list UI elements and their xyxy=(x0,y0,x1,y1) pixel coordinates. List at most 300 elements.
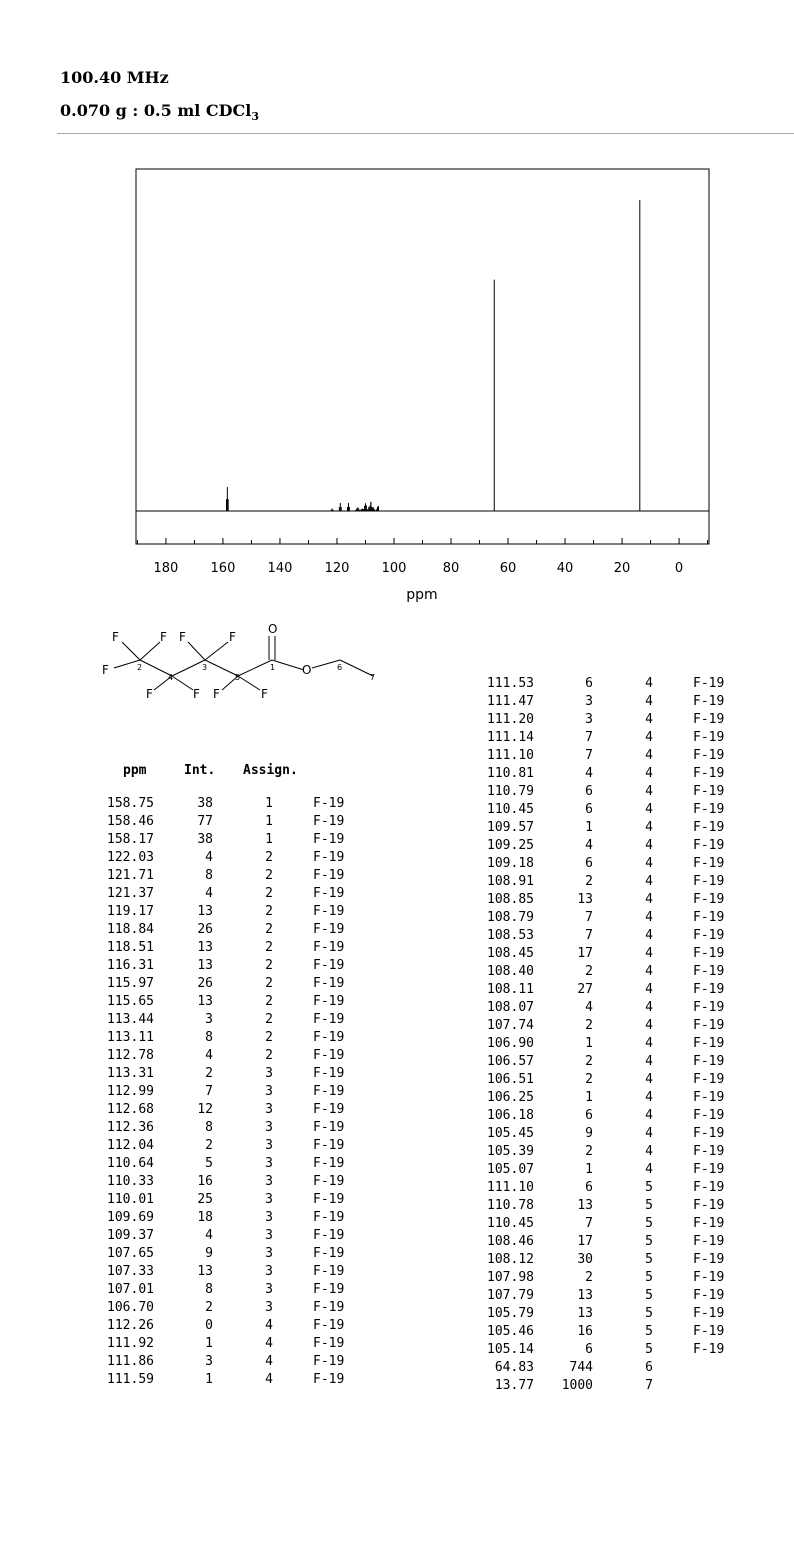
cell-nucleus: F-19 xyxy=(313,814,345,829)
cell-int: 5 xyxy=(205,1156,213,1171)
cell-nucleus: F-19 xyxy=(693,1054,725,1069)
carbon-number: 2 xyxy=(137,663,143,672)
cell-nucleus: F-19 xyxy=(693,784,725,799)
cell-ppm: 111.14 xyxy=(487,730,534,745)
cell-ppm: 113.44 xyxy=(107,1012,154,1027)
cell-int: 7 xyxy=(585,730,593,745)
cell-nucleus: F-19 xyxy=(313,1048,345,1063)
cell-nucleus: F-19 xyxy=(313,868,345,883)
cell-nucleus: F-19 xyxy=(693,1342,725,1357)
atom-f: F xyxy=(179,630,186,644)
carbon-number: 3 xyxy=(202,663,208,672)
cell-int: 30 xyxy=(577,1252,593,1267)
cell-int: 7 xyxy=(585,748,593,763)
cell-assign: 5 xyxy=(645,1180,653,1195)
cell-ppm: 13.77 xyxy=(494,1378,534,1393)
cell-ppm: 118.51 xyxy=(107,940,154,955)
cell-nucleus: F-19 xyxy=(313,1030,345,1045)
x-tick-label: 0 xyxy=(674,561,684,576)
cell-int: 26 xyxy=(197,922,213,937)
cell-int: 27 xyxy=(577,982,593,997)
cell-assign: 4 xyxy=(645,1126,653,1141)
cell-assign: 5 xyxy=(645,1324,653,1339)
cell-ppm: 158.46 xyxy=(107,814,154,829)
cell-nucleus: F-19 xyxy=(313,1264,345,1279)
cell-int: 8 xyxy=(205,1282,213,1297)
cell-nucleus: F-19 xyxy=(313,886,345,901)
cell-ppm: 108.53 xyxy=(487,928,534,943)
cell-assign: 4 xyxy=(645,1054,653,1069)
cell-ppm: 107.01 xyxy=(107,1282,154,1297)
cell-assign: 2 xyxy=(265,850,273,865)
cell-assign: 3 xyxy=(265,1228,273,1243)
cell-int: 2 xyxy=(205,1138,213,1153)
cell-ppm: 112.04 xyxy=(107,1138,154,1153)
cell-int: 38 xyxy=(197,796,213,811)
x-tick-label: 20 xyxy=(613,561,631,576)
cell-nucleus: F-19 xyxy=(693,982,725,997)
cell-int: 13 xyxy=(577,1288,593,1303)
cell-ppm: 111.59 xyxy=(107,1372,154,1387)
carbon-number: 6 xyxy=(337,663,343,672)
cell-ppm: 108.91 xyxy=(487,874,534,889)
cell-int: 4 xyxy=(205,1228,213,1243)
cell-assign: 4 xyxy=(645,802,653,817)
cell-ppm: 118.84 xyxy=(107,922,154,937)
cell-int: 3 xyxy=(205,1012,213,1027)
cell-assign: 3 xyxy=(265,1210,273,1225)
cell-ppm: 105.14 xyxy=(487,1342,534,1357)
x-tick-label: 60 xyxy=(499,561,517,576)
cell-assign: 5 xyxy=(645,1252,653,1267)
cell-nucleus: F-19 xyxy=(313,1102,345,1117)
cell-assign: 1 xyxy=(265,796,273,811)
cell-ppm: 115.65 xyxy=(107,994,154,1009)
cell-assign: 4 xyxy=(645,784,653,799)
cell-nucleus: F-19 xyxy=(693,676,725,691)
cell-nucleus: F-19 xyxy=(693,928,725,943)
cell-int: 77 xyxy=(197,814,213,829)
cell-nucleus: F-19 xyxy=(313,850,345,865)
cell-ppm: 110.45 xyxy=(487,802,534,817)
cell-nucleus: F-19 xyxy=(693,1036,725,1051)
cell-int: 9 xyxy=(585,1126,593,1141)
x-tick-label: 140 xyxy=(267,561,293,576)
cell-int: 4 xyxy=(205,850,213,865)
cell-ppm: 112.78 xyxy=(107,1048,154,1063)
cell-int: 26 xyxy=(197,976,213,991)
cell-nucleus: F-19 xyxy=(313,1120,345,1135)
cell-assign: 3 xyxy=(265,1120,273,1135)
cell-nucleus: F-19 xyxy=(693,1234,725,1249)
cell-assign: 2 xyxy=(265,904,273,919)
cell-assign: 4 xyxy=(265,1318,273,1333)
atom-f: F xyxy=(229,630,236,644)
cell-ppm: 113.11 xyxy=(107,1030,154,1045)
cell-assign: 5 xyxy=(645,1216,653,1231)
cell-assign: 4 xyxy=(645,748,653,763)
cell-nucleus: F-19 xyxy=(693,712,725,727)
cell-nucleus: F-19 xyxy=(693,820,725,835)
cell-nucleus: F-19 xyxy=(693,964,725,979)
cell-ppm: 111.92 xyxy=(107,1336,154,1351)
cell-nucleus: F-19 xyxy=(313,1246,345,1261)
cell-int: 13 xyxy=(577,1198,593,1213)
cell-nucleus: F-19 xyxy=(313,1354,345,1369)
cell-nucleus: F-19 xyxy=(693,946,725,961)
cell-nucleus: F-19 xyxy=(313,1012,345,1027)
cell-int: 16 xyxy=(197,1174,213,1189)
cell-assign: 3 xyxy=(265,1066,273,1081)
cell-assign: 2 xyxy=(265,1012,273,1027)
cell-ppm: 107.65 xyxy=(107,1246,154,1261)
cell-int: 2 xyxy=(205,1300,213,1315)
cell-ppm: 107.74 xyxy=(487,1018,534,1033)
cell-ppm: 106.25 xyxy=(487,1090,534,1105)
header-ppm: ppm xyxy=(123,763,147,778)
cell-assign: 2 xyxy=(265,940,273,955)
cell-nucleus: F-19 xyxy=(313,796,345,811)
cell-int: 6 xyxy=(585,784,593,799)
structure-atoms xyxy=(102,622,311,701)
cell-nucleus: F-19 xyxy=(313,832,345,847)
cell-ppm: 122.03 xyxy=(107,850,154,865)
cell-int: 744 xyxy=(569,1360,593,1375)
cell-int: 4 xyxy=(585,766,593,781)
cell-assign: 4 xyxy=(265,1354,273,1369)
cell-nucleus: F-19 xyxy=(693,802,725,817)
cell-int: 2 xyxy=(585,1270,593,1285)
cell-assign: 3 xyxy=(265,1282,273,1297)
cell-assign: 4 xyxy=(645,694,653,709)
cell-assign: 4 xyxy=(645,838,653,853)
cell-ppm: 105.07 xyxy=(487,1162,534,1177)
carbon-number: 5 xyxy=(235,673,241,682)
cell-ppm: 111.20 xyxy=(487,712,534,727)
cell-int: 9 xyxy=(205,1246,213,1261)
atom-f: F xyxy=(160,630,167,644)
header-assign: Assign. xyxy=(243,763,298,778)
cell-int: 3 xyxy=(585,712,593,727)
atom-f: F xyxy=(146,687,153,701)
cell-int: 1 xyxy=(205,1372,213,1387)
cell-int: 3 xyxy=(585,694,593,709)
x-tick-label: 120 xyxy=(324,561,350,576)
cell-nucleus: F-19 xyxy=(313,1300,345,1315)
cell-ppm: 105.39 xyxy=(487,1144,534,1159)
cell-ppm: 110.33 xyxy=(107,1174,154,1189)
cell-ppm: 112.68 xyxy=(107,1102,154,1117)
cell-nucleus: F-19 xyxy=(693,1198,725,1213)
cell-assign: 4 xyxy=(645,1018,653,1033)
cell-assign: 2 xyxy=(265,922,273,937)
cell-ppm: 106.70 xyxy=(107,1300,154,1315)
cell-int: 25 xyxy=(197,1192,213,1207)
cell-ppm: 119.17 xyxy=(107,904,154,919)
cell-int: 6 xyxy=(585,856,593,871)
cell-nucleus: F-19 xyxy=(693,748,725,763)
cell-int: 38 xyxy=(197,832,213,847)
cell-int: 8 xyxy=(205,1030,213,1045)
cell-int: 3 xyxy=(205,1354,213,1369)
cell-int: 2 xyxy=(585,1054,593,1069)
cell-int: 12 xyxy=(197,1102,213,1117)
cell-ppm: 109.18 xyxy=(487,856,534,871)
cell-assign: 3 xyxy=(265,1138,273,1153)
cell-nucleus: F-19 xyxy=(313,1228,345,1243)
cell-assign: 4 xyxy=(645,1090,653,1105)
cell-int: 13 xyxy=(197,1264,213,1279)
cell-ppm: 108.45 xyxy=(487,946,534,961)
cell-ppm: 105.45 xyxy=(487,1126,534,1141)
sample-text: 0.070 g : 0.5 ml CDCl xyxy=(60,101,252,120)
atom-f: F xyxy=(102,663,109,677)
cell-int: 1 xyxy=(205,1336,213,1351)
cell-ppm: 158.75 xyxy=(107,796,154,811)
atom-f: F xyxy=(213,687,220,701)
cell-assign: 4 xyxy=(645,676,653,691)
cell-nucleus: F-19 xyxy=(313,1282,345,1297)
cell-assign: 5 xyxy=(645,1234,653,1249)
cell-assign: 4 xyxy=(645,910,653,925)
cell-assign: 4 xyxy=(265,1372,273,1387)
cell-ppm: 110.45 xyxy=(487,1216,534,1231)
cell-int: 2 xyxy=(585,1018,593,1033)
cell-nucleus: F-19 xyxy=(313,958,345,973)
cell-ppm: 109.25 xyxy=(487,838,534,853)
cell-ppm: 105.79 xyxy=(487,1306,534,1321)
atom-f: F xyxy=(112,630,119,644)
cell-int: 7 xyxy=(585,1216,593,1231)
cell-ppm: 111.47 xyxy=(487,694,534,709)
cell-ppm: 111.86 xyxy=(107,1354,154,1369)
cell-nucleus: F-19 xyxy=(313,1084,345,1099)
cell-ppm: 64.83 xyxy=(494,1360,534,1375)
cell-assign: 3 xyxy=(265,1264,273,1279)
cell-assign: 4 xyxy=(645,874,653,889)
cell-assign: 2 xyxy=(265,868,273,883)
cell-int: 18 xyxy=(197,1210,213,1225)
cell-int: 2 xyxy=(585,1072,593,1087)
cell-assign: 4 xyxy=(645,712,653,727)
cell-assign: 4 xyxy=(645,766,653,781)
cell-int: 17 xyxy=(577,946,593,961)
cell-assign: 2 xyxy=(265,976,273,991)
cell-int: 2 xyxy=(585,1144,593,1159)
cell-nucleus: F-19 xyxy=(693,874,725,889)
cell-ppm: 110.81 xyxy=(487,766,534,781)
carbon-number: 4 xyxy=(168,673,174,682)
cell-assign: 3 xyxy=(265,1156,273,1171)
atom-f: F xyxy=(193,687,200,701)
cell-nucleus: F-19 xyxy=(313,1156,345,1171)
cell-nucleus: F-19 xyxy=(693,1144,725,1159)
cell-int: 1 xyxy=(585,1090,593,1105)
cell-nucleus: F-19 xyxy=(693,694,725,709)
cell-ppm: 109.69 xyxy=(107,1210,154,1225)
cell-int: 6 xyxy=(585,1342,593,1357)
cell-nucleus: F-19 xyxy=(693,856,725,871)
carbon-number: 7 xyxy=(370,673,376,682)
cell-nucleus: F-19 xyxy=(313,1336,345,1351)
cell-nucleus: F-19 xyxy=(313,1210,345,1225)
cell-int: 1 xyxy=(585,1036,593,1051)
cell-ppm: 106.57 xyxy=(487,1054,534,1069)
cell-nucleus: F-19 xyxy=(693,1108,725,1123)
molecule-structure xyxy=(0,0,794,760)
cell-ppm: 109.57 xyxy=(487,820,534,835)
cell-int: 4 xyxy=(585,838,593,853)
cell-int: 1000 xyxy=(561,1378,593,1393)
x-tick-label: 180 xyxy=(153,561,179,576)
cell-int: 6 xyxy=(585,1180,593,1195)
cell-ppm: 113.31 xyxy=(107,1066,154,1081)
cell-nucleus: F-19 xyxy=(313,940,345,955)
cell-ppm: 108.46 xyxy=(487,1234,534,1249)
cell-ppm: 112.99 xyxy=(107,1084,154,1099)
cell-int: 6 xyxy=(585,802,593,817)
cell-ppm: 108.40 xyxy=(487,964,534,979)
cell-ppm: 107.79 xyxy=(487,1288,534,1303)
cell-nucleus: F-19 xyxy=(693,1306,725,1321)
cell-assign: 6 xyxy=(645,1360,653,1375)
x-tick-label: 100 xyxy=(381,561,407,576)
cell-nucleus: F-19 xyxy=(693,910,725,925)
cell-ppm: 110.64 xyxy=(107,1156,154,1171)
cell-assign: 2 xyxy=(265,1030,273,1045)
cell-assign: 4 xyxy=(645,946,653,961)
atom-o-carbonyl: O xyxy=(268,622,278,636)
header-int: Int. xyxy=(184,763,216,778)
cell-assign: 5 xyxy=(645,1270,653,1285)
cell-nucleus: F-19 xyxy=(313,1318,345,1333)
cell-int: 13 xyxy=(197,904,213,919)
x-tick-label: 40 xyxy=(556,561,574,576)
cell-ppm: 106.18 xyxy=(487,1108,534,1123)
cell-assign: 4 xyxy=(645,964,653,979)
cell-assign: 5 xyxy=(645,1306,653,1321)
cell-int: 4 xyxy=(585,1000,593,1015)
cell-assign: 2 xyxy=(265,958,273,973)
cell-nucleus: F-19 xyxy=(313,1138,345,1153)
cell-ppm: 115.97 xyxy=(107,976,154,991)
cell-nucleus: F-19 xyxy=(313,994,345,1009)
frequency-label: 100.40 MHz xyxy=(60,68,169,87)
cell-ppm: 110.79 xyxy=(487,784,534,799)
cell-nucleus: F-19 xyxy=(313,1066,345,1081)
cell-nucleus: F-19 xyxy=(693,838,725,853)
cell-assign: 4 xyxy=(645,1108,653,1123)
atom-f: F xyxy=(261,687,268,701)
cell-nucleus: F-19 xyxy=(693,1018,725,1033)
cell-ppm: 109.37 xyxy=(107,1228,154,1243)
cell-nucleus: F-19 xyxy=(313,904,345,919)
cell-nucleus: F-19 xyxy=(693,1180,725,1195)
sample-subscript: 3 xyxy=(251,110,259,124)
cell-nucleus: F-19 xyxy=(693,1162,725,1177)
cell-int: 13 xyxy=(197,940,213,955)
structure-bonds xyxy=(114,636,376,690)
cell-ppm: 112.26 xyxy=(107,1318,154,1333)
cell-assign: 4 xyxy=(645,1036,653,1051)
cell-ppm: 107.33 xyxy=(107,1264,154,1279)
cell-nucleus: F-19 xyxy=(693,1000,725,1015)
atom-o-ester: O xyxy=(302,663,312,677)
cell-int: 16 xyxy=(577,1324,593,1339)
x-axis-label: ppm xyxy=(406,587,438,603)
cell-assign: 2 xyxy=(265,886,273,901)
carbon-number: 1 xyxy=(270,663,276,672)
cell-int: 8 xyxy=(205,1120,213,1135)
cell-ppm: 108.12 xyxy=(487,1252,534,1267)
cell-int: 17 xyxy=(577,1234,593,1249)
x-tick-label: 80 xyxy=(442,561,460,576)
cell-ppm: 108.07 xyxy=(487,1000,534,1015)
cell-nucleus: F-19 xyxy=(693,1288,725,1303)
cell-ppm: 111.10 xyxy=(487,748,534,763)
cell-assign: 3 xyxy=(265,1192,273,1207)
cell-assign: 4 xyxy=(645,982,653,997)
cell-assign: 3 xyxy=(265,1102,273,1117)
cell-assign: 4 xyxy=(645,1162,653,1177)
cell-assign: 5 xyxy=(645,1198,653,1213)
cell-nucleus: F-19 xyxy=(693,1216,725,1231)
cell-nucleus: F-19 xyxy=(693,730,725,745)
x-tick-label: 160 xyxy=(210,561,236,576)
cell-nucleus: F-19 xyxy=(313,976,345,991)
cell-ppm: 121.37 xyxy=(107,886,154,901)
cell-int: 1 xyxy=(585,820,593,835)
cell-int: 7 xyxy=(205,1084,213,1099)
cell-ppm: 111.10 xyxy=(487,1180,534,1195)
cell-ppm: 110.78 xyxy=(487,1198,534,1213)
cell-assign: 2 xyxy=(265,994,273,1009)
cell-assign: 4 xyxy=(265,1336,273,1351)
cell-int: 7 xyxy=(585,928,593,943)
cell-nucleus: F-19 xyxy=(693,892,725,907)
cell-int: 2 xyxy=(585,874,593,889)
cell-assign: 4 xyxy=(645,928,653,943)
cell-nucleus: F-19 xyxy=(693,1252,725,1267)
cell-assign: 1 xyxy=(265,832,273,847)
cell-ppm: 106.90 xyxy=(487,1036,534,1051)
cell-ppm: 110.01 xyxy=(107,1192,154,1207)
cell-int: 8 xyxy=(205,868,213,883)
cell-assign: 4 xyxy=(645,1000,653,1015)
cell-int: 7 xyxy=(585,910,593,925)
cell-assign: 4 xyxy=(645,856,653,871)
cell-ppm: 121.71 xyxy=(107,868,154,883)
cell-ppm: 116.31 xyxy=(107,958,154,973)
cell-ppm: 108.79 xyxy=(487,910,534,925)
cell-ppm: 105.46 xyxy=(487,1324,534,1339)
cell-assign: 4 xyxy=(645,820,653,835)
cell-int: 0 xyxy=(205,1318,213,1333)
cell-assign: 3 xyxy=(265,1084,273,1099)
cell-assign: 3 xyxy=(265,1300,273,1315)
cell-nucleus: F-19 xyxy=(313,1372,345,1387)
cell-assign: 4 xyxy=(645,1072,653,1087)
cell-nucleus: F-19 xyxy=(693,1270,725,1285)
cell-ppm: 111.53 xyxy=(487,676,534,691)
cell-ppm: 108.85 xyxy=(487,892,534,907)
cell-assign: 3 xyxy=(265,1246,273,1261)
cell-assign: 7 xyxy=(645,1378,653,1393)
cell-nucleus: F-19 xyxy=(693,766,725,781)
cell-int: 4 xyxy=(205,1048,213,1063)
cell-int: 2 xyxy=(585,964,593,979)
cell-nucleus: F-19 xyxy=(693,1324,725,1339)
